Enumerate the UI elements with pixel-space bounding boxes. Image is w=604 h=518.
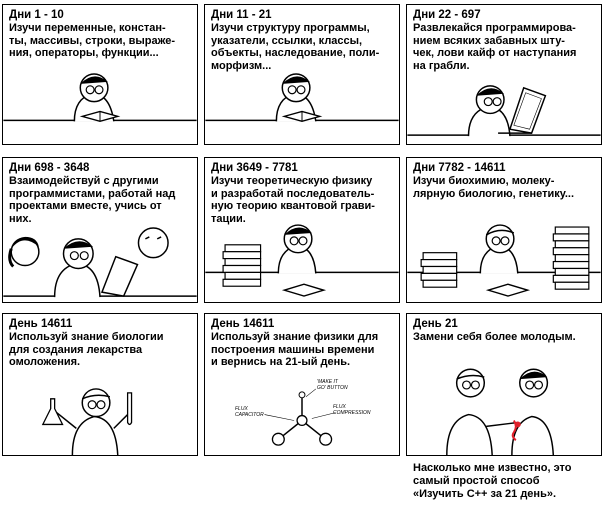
panel-text: Развлекайся программирова- нием всяких забавных шту- чек, лови кайф от наступания на грабли.: [413, 22, 577, 72]
panel-title: Дни 7782 - 14611: [413, 162, 506, 174]
panel-title: Дни 3649 - 7781: [211, 162, 298, 174]
panel-title: Дни 11 - 21: [211, 9, 272, 21]
panel-text: Изучи теоретическую физику и разработай последователь- ную теорию квантовой грави- тации.: [211, 175, 375, 225]
panel-text: Используй знание физики для построения машины времени и вернись на 21-ый день.: [211, 331, 379, 368]
sketch-label-capacitor: FLUX CAPACITOR: [235, 406, 264, 418]
comic-panel-5: [204, 157, 400, 303]
sketch-label-flux: FLUX COMPRESSION: [333, 404, 371, 416]
comic-panel-8: [204, 313, 400, 456]
comic-panel-7: [2, 313, 198, 456]
final-caption: Насколько мне известно, это самый простой способ «Изучить C++ за 21 день».: [413, 462, 572, 500]
programmers-collaborating-illustration: [3, 158, 197, 302]
flux-capacitor-sketch: [205, 314, 399, 455]
comic-panel-4: [2, 157, 198, 303]
programmer-reading-book-illustration: [205, 5, 399, 144]
programmer-with-flasks-illustration: [3, 314, 197, 455]
comic-panel-6: [406, 157, 602, 303]
comic-panel-2: [204, 4, 400, 145]
panel-text: Изучи биохимию, молеку- лярную биологию, генетику...: [413, 175, 575, 200]
panel-title: Дни 22 - 697: [413, 9, 481, 21]
programmer-replaces-self-illustration: [407, 314, 601, 455]
comic-panel-3: [406, 4, 602, 145]
comic-panel-1: [2, 4, 198, 145]
panel-text: Замени себя более молодым.: [413, 331, 576, 343]
programmer-studying-biology-illustration: [407, 158, 601, 302]
comic-panel-9: [406, 313, 602, 456]
programmer-with-laptop-illustration: [407, 5, 601, 144]
panel-title: Дни 1 - 10: [9, 9, 64, 21]
panel-text: Изучи структуру программы, указатели, ссылки, классы, объекты, наследование, поли- морфизм...: [211, 22, 380, 72]
panel-text: Используй знание биологии для создания лекарства омоложения.: [9, 331, 164, 368]
programmer-studying-physics-illustration: [205, 158, 399, 302]
panel-title: День 21: [413, 318, 458, 330]
panel-title: Дни 698 - 3648: [9, 162, 90, 174]
panel-title: День 14611: [211, 318, 275, 330]
sketch-label-sign: 'MAKE IT GO' BUTTON: [317, 379, 348, 391]
panel-title: День 14611: [9, 318, 73, 330]
programmer-reading-book-illustration: [3, 5, 197, 144]
panel-text: Изучи переменные, констан- ты, массивы, строки, выраже- ния, операторы, функции...: [9, 22, 176, 59]
panel-text: Взаимодействуй с другими программистами, работай над проектами вместе, учись от них.: [9, 175, 176, 225]
